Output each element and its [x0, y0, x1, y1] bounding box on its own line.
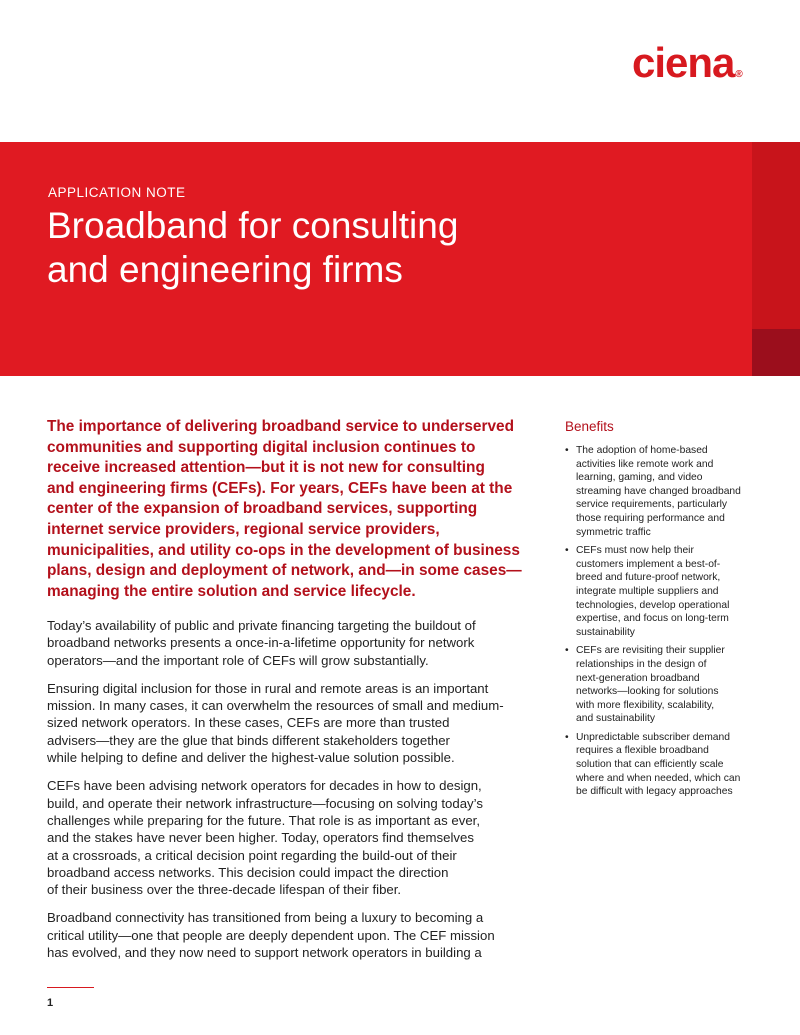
bullet-icon: • — [565, 545, 569, 557]
list-item-line: those requiring performance and — [576, 512, 725, 524]
list-item-line: integrate multiple suppliers and — [576, 585, 719, 597]
body-paragraph — [47, 617, 522, 669]
lead-line: The importance of delivering broadband service to underserved — [47, 418, 514, 435]
benefits-list — [565, 444, 760, 799]
list-item-line: and sustainability — [576, 713, 655, 725]
document-type-label: APPLICATION NOTE — [48, 185, 186, 200]
list-item-line: be difficult with legacy approaches — [576, 786, 733, 798]
list-item-line: expertise, and focus on long-term — [576, 613, 729, 625]
list-item — [565, 644, 760, 726]
list-item-line: requires a flexible broadband — [576, 745, 709, 757]
body-line: broadband networks presents a once-in-a-lifetime opportunity for network — [47, 635, 475, 651]
list-item-line: networks—looking for solutions — [576, 686, 719, 698]
body-line: sized network operators. In these cases, CEFs are more than trusted — [47, 715, 450, 731]
page-number: 1 — [47, 997, 54, 1009]
list-item-line: CEFs are revisiting their supplier — [576, 645, 725, 657]
list-item — [565, 544, 760, 639]
bullet-icon: • — [565, 445, 569, 456]
lead-line: managing the entire solution and service lifecycle. — [47, 582, 416, 600]
body-paragraph — [47, 909, 522, 961]
list-item-line: Unpredictable subscriber demand — [576, 731, 730, 743]
lead-line: communities and supporting digital inclusion continues to — [47, 438, 476, 456]
title-line: Broadband for consulting — [47, 205, 459, 246]
lead-line: and engineering firms (CEFs). For years, CEFs have been at the — [47, 479, 513, 497]
list-item-line: activities like remote work and — [576, 458, 714, 470]
body-line: challenges while preparing for the future. That role is as important as ever, — [47, 812, 480, 828]
list-item-line: solution that can efficiently scale — [576, 759, 724, 771]
body-line: mission. In many cases, it can overwhelm the resources of small and medium- — [47, 698, 504, 714]
list-item — [565, 731, 760, 799]
body-text — [47, 617, 522, 972]
logo-text: ciena — [632, 39, 735, 86]
list-item — [565, 444, 760, 539]
benefits-heading: Benefits — [565, 419, 614, 434]
footer-divider — [47, 987, 94, 988]
body-line: critical utility—one that people are deeply dependent upon. The CEF mission — [47, 927, 495, 943]
title-line: and engineering firms — [47, 249, 403, 290]
list-item-line: sustainability — [576, 626, 635, 638]
hero-accent-block-bottom — [752, 329, 800, 376]
body-line: CEFs have been advising network operators for decades in how to design, — [47, 778, 482, 794]
list-item-line: streaming have changed broadband — [576, 485, 741, 497]
body-line: at a crossroads, a critical decision point regarding the build-out of their — [47, 847, 457, 863]
body-paragraph — [47, 680, 522, 766]
hero-accent-block-top — [752, 142, 800, 329]
list-item-line: breed and future-proof network, — [576, 572, 721, 584]
lead-line: internet service providers, regional service providers, — [47, 520, 440, 538]
list-item-line: technologies, develop operational — [576, 599, 730, 611]
list-item-line: where and when needed, which can — [576, 772, 741, 784]
body-line: Ensuring digital inclusion for those in rural and remote areas is an important — [47, 680, 489, 696]
body-line: operators—and the important role of CEFs will grow substantially. — [47, 652, 429, 668]
list-item-line: relationships in the design of — [576, 658, 707, 670]
lead-line: municipalities, and utility co-ops in the development of business — [47, 541, 520, 559]
benefits-sidebar — [565, 419, 760, 804]
page-title — [47, 204, 647, 292]
lead-line: receive increased attention—but it is not new for consulting — [47, 459, 485, 477]
lead-paragraph — [47, 417, 527, 602]
body-line: of their business over the three-decade lifespan of their fiber. — [47, 882, 402, 898]
list-item-line: service requirements, particularly — [576, 499, 728, 511]
registered-mark: ® — [735, 69, 743, 80]
body-line: broadband access networks. This decision could impact the direction — [47, 864, 449, 880]
body-line: while helping to define and deliver the highest-value solution possible. — [47, 750, 455, 766]
bullet-icon: • — [565, 731, 569, 743]
list-item-line: learning, gaming, and video — [576, 472, 703, 484]
bullet-icon: • — [565, 645, 569, 657]
body-line: has evolved, and they now need to support network operators in building a — [47, 945, 482, 961]
list-item-line: CEFs must now help their — [576, 545, 694, 557]
list-item-line: The adoption of home-based — [576, 445, 708, 456]
list-item-line: customers implement a best-of- — [576, 558, 721, 570]
lead-line: center of the expansion of broadband services, supporting — [47, 500, 478, 518]
body-line: and the stakes have never been higher. Today, operators find themselves — [47, 830, 474, 846]
body-line: Today’s availability of public and private financing targeting the buildout of — [47, 618, 476, 633]
lead-line: plans, design and deployment of network, and—in some cases— — [47, 562, 522, 580]
body-line: Broadband connectivity has transitioned from being a luxury to becoming a — [47, 910, 484, 926]
body-paragraph — [47, 777, 522, 898]
list-item-line: next-generation broadband — [576, 672, 700, 684]
body-line: advisers—they are the glue that binds different stakeholders together — [47, 732, 450, 748]
list-item-line: symmetric traffic — [576, 526, 651, 538]
list-item-line: with more flexibility, scalability, — [576, 699, 715, 711]
ciena-logo — [632, 39, 743, 86]
body-line: build, and operate their network infrastructure—focusing on solving today’s — [47, 795, 483, 811]
